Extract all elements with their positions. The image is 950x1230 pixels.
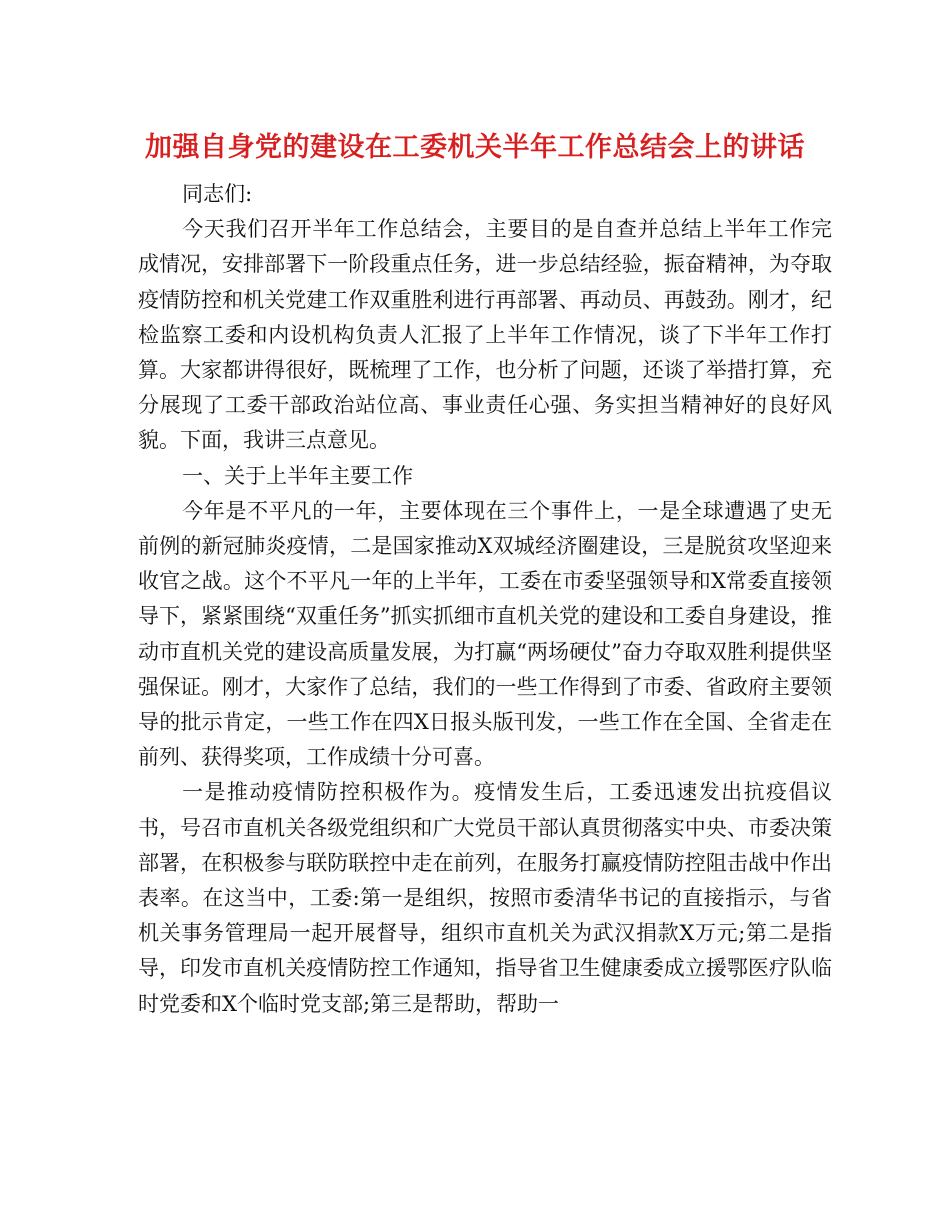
section-heading: 一、关于上半年主要工作 <box>182 463 414 488</box>
document-title: 加强自身党的建设在工委机关半年工作总结会上的讲话 <box>145 132 805 163</box>
body-paragraph: 今年是不平凡的一年，主要体现在三个事件上，一是全球遭遇了史无前例的新冠肺炎疫情，二是国家推动X双城经济圈建设，三是脱贫攻坚迎来收官之战。这个不平凡一年的上半年，工委在市委坚强领导和X常委直接领导下，紧紧围绕“双重任务”抓实抓细市直机关党的建设和工委自身建设，推动市直机关党的建设高质量发展，为打赢“两场硬仗”奋力夺取双胜利提供坚强保证。刚才，大家作了总结，我们的一些工作得到了市委、省政府主要领导的批示肯定，一些工作在四X日报头版刊发，一些工作在全国、全省走在前列、获得奖项，工作成绩十分可喜。 <box>138 498 832 770</box>
intro-paragraph: 今天我们召开半年工作总结会，主要目的是自查并总结上半年工作完成情况，安排部署下一阶段重点任务，进一步总结经验，振奋精神，为夺取疫情防控和机关党建工作双重胜利进行再部署、再动员、再鼓劲。刚才，纪检监察工委和内设机构负责人汇报了上半年工作情况，谈了下半年工作打算。大家都讲得很好，既梳理了工作，也分析了问题，还谈了举措打算，充分展现了工委干部政治站位高、事业责任心强、务实担当精神好的良好风貌。下面，我讲三点意见。 <box>138 217 832 453</box>
salutation-paragraph: 同志们: <box>182 182 253 206</box>
body-paragraph: 一是推动疫情防控积极作为。疫情发生后，工委迅速发出抗疫倡议书，号召市直机关各级党组织和广大党员干部认真贯彻落实中央、市委决策部署，在积极参与联防联控中走在前列，在服务打赢疫情防控阻击战中作出表率。在这当中，工委:第一是组织，按照市委清华书记的直接指示，与省机关事务管理局一起开展督导，组织市直机关为武汉捐款X万元;第二是指导，印发市直机关疫情防控工作通知，指导省卫生健康委成立援鄂医疗队临时党委和X个临时党支部;第三是帮助，帮助一 <box>138 780 832 1016</box>
document-body <box>138 177 832 1022</box>
